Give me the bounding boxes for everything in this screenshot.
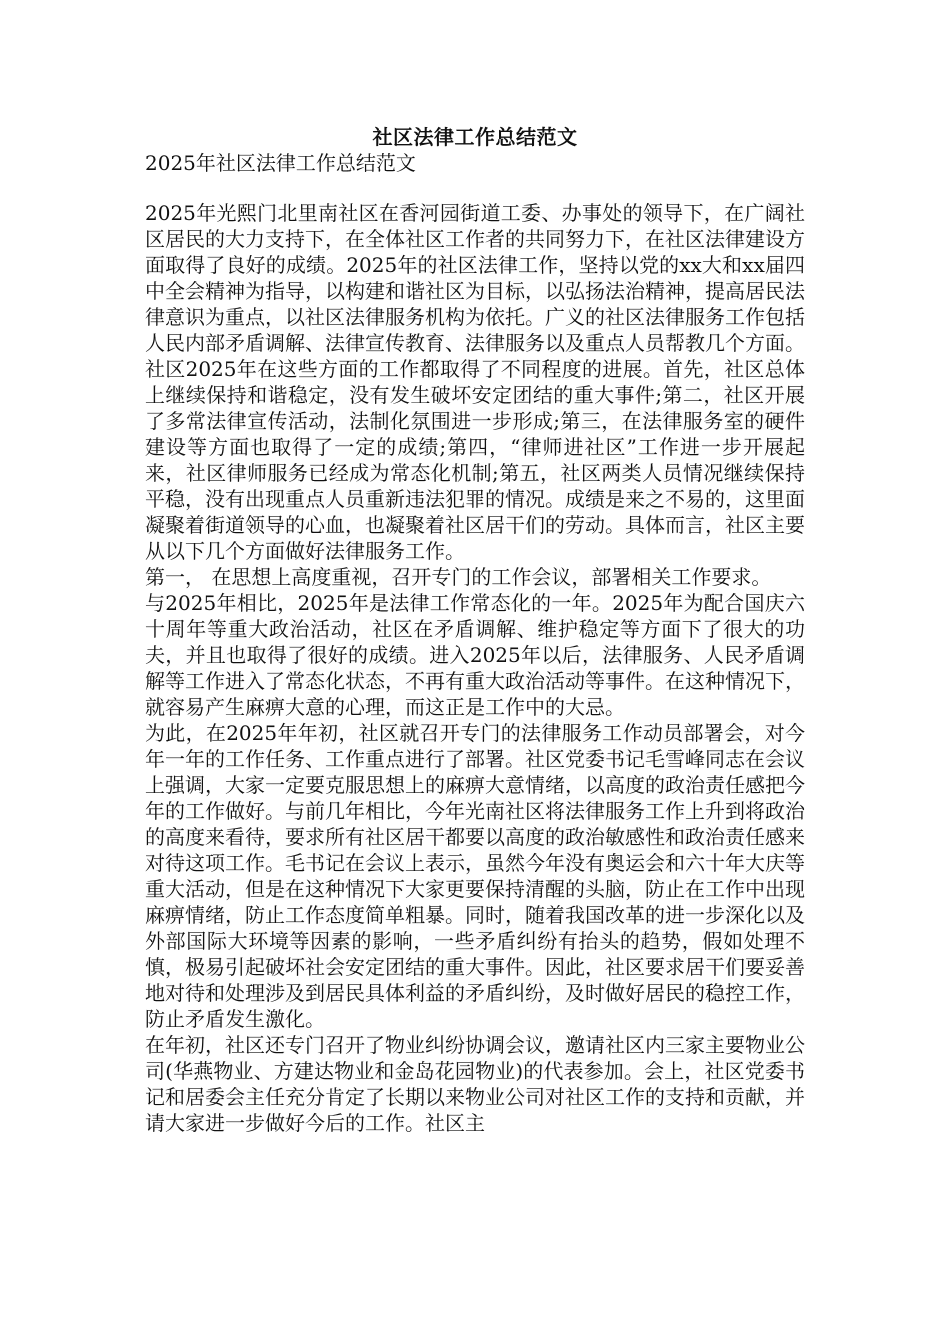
paragraph-meeting: 为此，在2025年年初，社区就召开专门的法律服务工作动员部署会，对今年一年的工作任务、工作重点进行了部署。社区党委书记毛雪峰同志在会议上强调，大家一定要克服思想上的麻痹大意情绪，以高度的政治责任感把今年的工作做好。与前几年相比，今年光南社区将法律服务工作上升到将政治的高度来看待，要求所有社区居干都要以高度的政治敏感性和政治责任感来对待这项工作。毛书记在会议上表示，虽然今年没有奥运会和六十年大庆等重大活动，但是在这种情况下大家更要保持清醒的头脑，防止在工作中出现麻痹情绪，防止工作态度简单粗暴。同时，随着我国改革的进一步深化以及外部国际大环境等因素的影响，一些矛盾纠纷有抬头的趋势，假如处理不慎，极易引起破坏社会安定团结的重大事件。因此，社区要求居干们要妥善地对待和处理涉及到居民具体利益的矛盾纠纷，及时做好居民的稳控工作，防止矛盾发生激化。 [145,721,805,1031]
document-subtitle: 2025年社区法律工作总结范文 [145,151,416,175]
paragraph-property-dispute: 在年初，社区还专门召开了物业纠纷协调会议，邀请社区内三家主要物业公司(华燕物业、方建达物业和金岛花园物业)的代表参加。会上，社区党委书记和居委会主任充分肯定了长期以来物业公司对社区工作的支持和贡献，并请大家进一步做好今后的工作。社区主 [145,1033,805,1135]
document-body [145,200,805,1136]
paragraph-comparison: 与2025年相比，2025年是法律工作常态化的一年。2025年为配合国庆六十周年等重大政治活动，社区在矛盾调解、维护稳定等方面下了很大的功夫，并且也取得了很好的成绩。进入2025年以后，法律服务、人民矛盾调解等工作进入了常态化状态，不再有重大政治活动等事件。在这种情况下，就容易产生麻痹大意的心理，而这正是工作中的大忌。 [145,591,805,719]
paragraph-intro: 2025年光熙门北里南社区在香河园街道工委、办事处的领导下，在广阔社区居民的大力支持下，在全体社区工作者的共同努力下，在社区法律建设方面取得了良好的成绩。2025年的社区法律工作，坚持以党的xx大和xx届四中全会精神为指导，以构建和谐社区为目标，以弘扬法治精神，提高居民法律意识为重点，以社区法律服务机构为依托。广义的社区法律服务工作包括人民内部矛盾调解、法律宣传教育、法律服务以及重点人员帮教几个方面。社区2025年在这些方面的工作都取得了不同程度的进展。首先，社区总体上继续保持和谐稳定，没有发生破坏安定团结的重大事件;第二，社区开展了多常法律宣传活动，法制化氛围进一步形成;第三，在法律服务室的硬件建设等方面也取得了一定的成绩;第四，“律师进社区”工作进一步开展起来，社区律师服务已经成为常态化机制;第五，社区两类人员情况继续保持平稳，没有出现重点人员重新违法犯罪的情况。成绩是来之不易的，这里面凝聚着街道领导的心血，也凝聚着社区居干们的劳动。具体而言，社区主要从以下几个方面做好法律服务工作。 [145,201,805,563]
paragraph-section-heading: 第一， 在思想上高度重视，召开专门的工作会议，部署相关工作要求。 [145,565,772,589]
document-title: 社区法律工作总结范文 [372,125,578,149]
